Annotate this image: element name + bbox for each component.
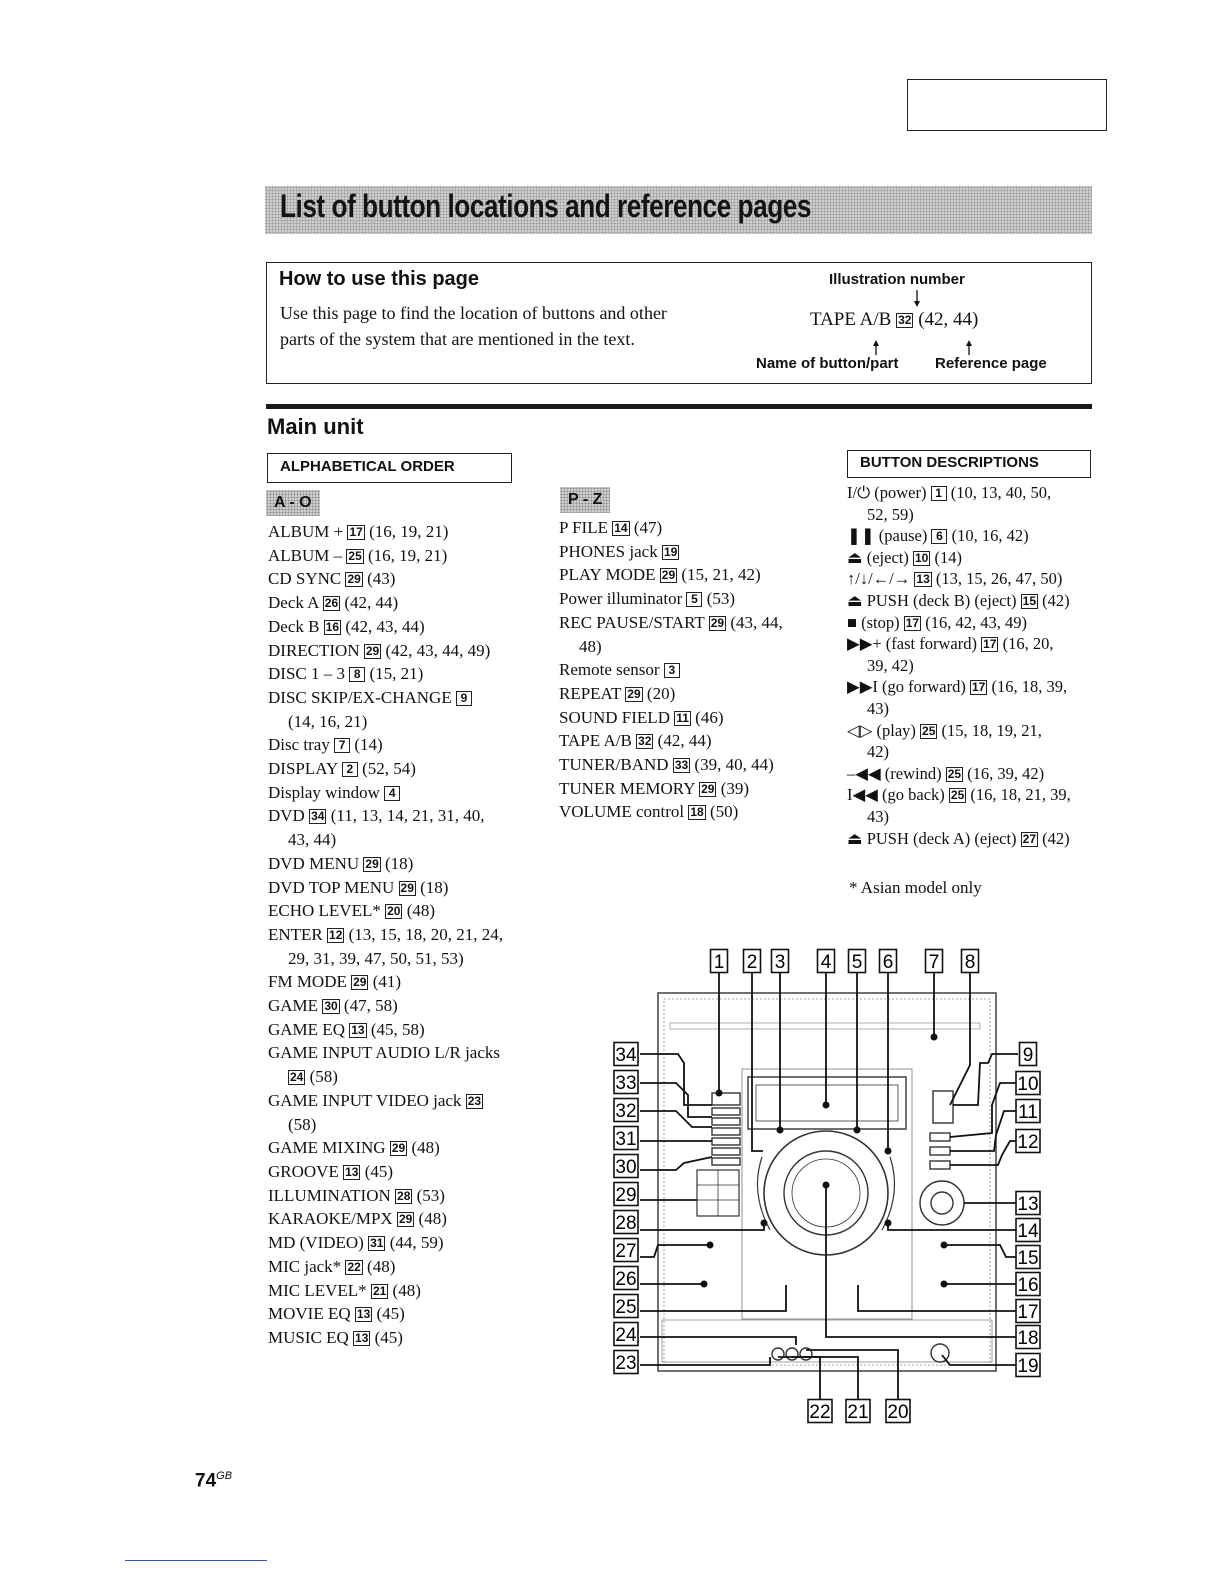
list-item [847, 547, 1097, 569]
item-pages: (14) [934, 547, 962, 567]
alphabetical-list-p-z [559, 516, 829, 824]
callout-number: 33 [615, 1073, 637, 1094]
item-number-box: 25 [348, 548, 362, 563]
list-item [268, 804, 538, 828]
callout-number: 13 [1017, 1194, 1039, 1215]
example-entry: TAPE A/B 32 (42, 44) [810, 309, 979, 330]
item-pages: (16, 42, 43, 49) [925, 612, 1027, 632]
item-pages: 29, 31, 39, 47, 50, 51, 53) [288, 948, 464, 968]
item-number-box: 20 [387, 904, 401, 919]
item-name: REC PAUSE/START [559, 612, 705, 632]
callout-number: 7 [928, 952, 940, 973]
illustration-number-label: Illustration number [829, 271, 965, 288]
diagram-right-numbers [1016, 1043, 1040, 1378]
list-item [268, 567, 538, 591]
item-number-box: 13 [916, 572, 930, 587]
item-number-box: 27 [1022, 831, 1037, 846]
callout-number: 12 [1017, 1132, 1039, 1153]
item-number-box: 29 [400, 880, 414, 895]
callout-number: 21 [847, 1402, 869, 1423]
item-number-box: 3 [664, 663, 680, 678]
item-pages: (14, 16, 21) [288, 711, 368, 731]
list-item [559, 658, 829, 682]
list-item [268, 923, 538, 947]
diagram-top-numbers [711, 950, 979, 974]
item-name: TUNER MEMORY [559, 778, 695, 798]
item-pages: (18) [385, 853, 414, 873]
callout-number: 4 [820, 952, 832, 973]
list-item [268, 994, 538, 1018]
item-number-box: 17 [349, 525, 363, 539]
list-item [559, 729, 829, 753]
item-number-box: 29 [347, 572, 361, 587]
item-name: DISPLAY [268, 759, 338, 779]
list-item [847, 828, 1097, 850]
callout-number: 17 [1017, 1302, 1039, 1323]
item-number-box: 13 [351, 1022, 365, 1037]
callout-number: 34 [615, 1045, 637, 1066]
item-name: ⏏ PUSH (deck B) (eject) [847, 590, 1017, 610]
item-name: KARAOKE/MPX [268, 1209, 393, 1229]
list-item-continuation [847, 741, 1097, 763]
callout-number: 6 [882, 952, 894, 973]
callout-number: 25 [615, 1297, 637, 1318]
item-number-box: 25 [950, 788, 965, 803]
item-pages: (48) [406, 901, 436, 921]
item-number-box: 8 [349, 667, 365, 682]
item-pages: (15, 21) [369, 664, 424, 684]
item-pages: (39, 40, 44) [694, 755, 774, 775]
item-name: –◀◀ (rewind) [847, 763, 942, 783]
list-item [559, 706, 829, 730]
item-name: CD SYNC [268, 569, 342, 589]
item-number-box: 29 [391, 1141, 406, 1156]
item-name: GAME MIXING [268, 1138, 386, 1158]
list-item [847, 784, 1097, 806]
callout-number: 30 [615, 1157, 637, 1178]
item-pages: (13, 15, 26, 47, 50) [935, 569, 1063, 589]
list-item-continuation [847, 655, 1097, 677]
item-number-box: 29 [398, 1212, 413, 1227]
list-item [268, 1302, 538, 1326]
item-pages: (58) [309, 1067, 338, 1087]
callout-number: 16 [1017, 1275, 1039, 1296]
item-pages: 52, 59) [867, 504, 914, 524]
list-item-continuation [268, 710, 538, 734]
item-name: MD (VIDEO) [268, 1233, 364, 1253]
list-item [847, 720, 1097, 742]
item-pages: (11, 13, 14, 21, 31, 40, [330, 806, 485, 826]
item-pages: (50) [709, 802, 739, 822]
item-name: GAME INPUT VIDEO jack [268, 1090, 462, 1110]
item-number-box: 15 [1022, 593, 1037, 608]
item-name: Display window [268, 782, 380, 802]
item-pages: (42) [1042, 828, 1070, 848]
item-pages: (10, 16, 42) [951, 526, 1029, 546]
item-number-box: 16 [325, 619, 340, 634]
item-pages: (16, 39, 42) [967, 763, 1045, 783]
item-number-box: 17 [983, 637, 997, 652]
item-name: DIRECTION [268, 640, 360, 660]
diagram-left-numbers [614, 1043, 638, 1375]
item-name: SOUND FIELD [559, 707, 670, 727]
item-name: ⏏ PUSH (deck A) (eject) [847, 828, 1017, 848]
list-item [847, 676, 1097, 698]
list-item [268, 876, 538, 900]
item-number-box: 7 [334, 738, 350, 753]
item-number-box: 13 [345, 1164, 359, 1179]
item-pages: (41) [372, 972, 402, 992]
item-name: Power illuminator [559, 589, 683, 609]
item-number-box: 31 [370, 1236, 384, 1251]
item-pages: (48) [367, 1256, 396, 1276]
item-name: ILLUMINATION [268, 1185, 391, 1205]
list-item-continuation [847, 698, 1097, 720]
callout-number: 8 [964, 952, 976, 973]
callout-number: 1 [713, 952, 725, 973]
item-number-box: 28 [397, 1188, 411, 1203]
button-descriptions-list [847, 482, 1097, 849]
item-number-box: 17 [971, 680, 986, 695]
list-item [559, 563, 829, 587]
callout-number: 3 [774, 952, 786, 973]
diagram-leader-dots [701, 1034, 948, 1288]
list-item [559, 753, 829, 777]
item-number-box: 32 [638, 734, 652, 749]
item-number-box: 17 [905, 615, 920, 630]
item-pages: (53) [416, 1185, 445, 1205]
list-item [268, 899, 538, 923]
item-name: DISC SKIP/EX-CHANGE [268, 687, 452, 707]
main-unit-illustration [600, 945, 1050, 1425]
footnote: * Asian model only [849, 878, 982, 897]
item-pages: 42) [867, 742, 889, 762]
list-item [268, 1041, 538, 1065]
item-name: ↑/↓/←/→ [847, 569, 911, 589]
item-name: ▶▶+ (fast forward) [847, 634, 977, 654]
page-tab-box [907, 79, 1107, 131]
item-name: MOVIE EQ [268, 1304, 351, 1324]
item-name: MIC LEVEL* [268, 1280, 367, 1300]
item-number-box: 5 [686, 592, 702, 607]
item-name: PHONES jack [559, 541, 658, 561]
list-item [559, 540, 829, 564]
item-number-box: 13 [356, 1307, 371, 1322]
item-name: Deck B [268, 616, 320, 636]
item-number-box: 21 [372, 1283, 387, 1298]
item-pages: (46) [695, 707, 724, 727]
section-rule [266, 404, 1092, 409]
list-item-continuation [268, 828, 538, 852]
item-pages: 43, 44) [288, 830, 337, 850]
callout-number: 15 [1017, 1248, 1039, 1269]
item-pages: (14) [354, 735, 383, 755]
callout-number: 18 [1017, 1328, 1039, 1349]
item-number-box: 13 [355, 1330, 369, 1345]
howto-heading: How to use this page [279, 268, 480, 290]
item-name: FM MODE [268, 972, 347, 992]
item-name: Remote sensor [559, 660, 660, 680]
item-name: GROOVE [268, 1161, 339, 1181]
list-item-continuation [268, 947, 538, 971]
callout-number: 22 [809, 1402, 831, 1423]
item-number-box: 29 [365, 643, 380, 658]
item-name: GAME INPUT AUDIO L/R jacks [268, 1043, 501, 1063]
item-pages: 39, 42) [867, 655, 914, 675]
item-name: ■ (stop) [847, 612, 900, 632]
item-pages: (47) [633, 518, 663, 537]
item-pages: (45) [376, 1304, 405, 1324]
list-item-continuation [268, 1113, 538, 1137]
item-number-box: 25 [922, 723, 936, 738]
page-title: List of button locations and reference pages [280, 188, 811, 224]
item-pages: (39) [720, 778, 750, 798]
callout-number: 10 [1017, 1074, 1039, 1095]
item-number-box: 4 [384, 786, 400, 801]
list-item [268, 520, 538, 544]
item-pages: (16, 18, 39, [991, 677, 1068, 697]
item-pages: (16, 19, 21) [369, 522, 449, 541]
item-number-box: 33 [674, 758, 689, 773]
item-name: ❚❚ (pause) [847, 526, 928, 546]
list-item-continuation [847, 504, 1097, 526]
list-item [268, 970, 538, 994]
item-pages: (13, 15, 18, 20, 21, 24, [348, 924, 504, 944]
item-number-box: 1 [931, 486, 947, 501]
callout-number: 14 [1017, 1221, 1039, 1242]
list-item [268, 733, 538, 757]
item-number-box: 29 [661, 568, 676, 583]
item-name: PLAY MODE [559, 565, 656, 585]
item-pages: (16, 20, [1002, 634, 1054, 654]
list-item [559, 611, 829, 635]
item-number-box: 9 [456, 691, 472, 706]
item-number-box: 22 [347, 1259, 361, 1274]
list-item [559, 777, 829, 801]
item-pages: (10, 13, 40, 50, [950, 483, 1052, 502]
list-item-continuation [847, 806, 1097, 828]
callout-number: 32 [615, 1101, 637, 1122]
item-number-box: 12 [329, 927, 343, 942]
item-pages: (15, 18, 19, 21, [941, 720, 1042, 740]
item-name: ⏏ (eject) [847, 547, 909, 567]
item-number-box: 29 [365, 856, 379, 871]
list-item [268, 757, 538, 781]
item-pages: (42, 43, 44, 49) [385, 640, 491, 660]
item-number-box: 29 [710, 615, 725, 630]
list-item [268, 639, 538, 663]
item-name: TAPE A/B [559, 731, 632, 751]
callout-number: 23 [615, 1353, 637, 1374]
list-item [268, 686, 538, 710]
list-item [268, 1326, 538, 1350]
item-pages: 43) [867, 806, 889, 826]
callout-number: 11 [1018, 1102, 1038, 1123]
item-pages: (20) [646, 683, 676, 703]
callout-number: 24 [615, 1325, 637, 1346]
item-number-box: 24 [290, 1070, 304, 1085]
item-pages: (42) [1042, 590, 1070, 610]
footer-line [125, 1560, 267, 1561]
list-item [559, 800, 829, 824]
list-item-continuation [559, 635, 829, 659]
item-name: GAME EQ [268, 1019, 345, 1039]
item-name: MUSIC EQ [268, 1327, 349, 1347]
item-number-box: 6 [931, 529, 947, 544]
item-name: DVD [268, 806, 305, 826]
diagram-bottom-numbers [808, 1400, 910, 1424]
item-number-box: 14 [614, 521, 628, 535]
list-item [268, 1231, 538, 1255]
section-heading: Main unit [267, 414, 364, 439]
item-pages: (47, 58) [343, 996, 398, 1016]
item-pages: (43, 44, [730, 612, 783, 632]
item-name: MIC jack* [268, 1256, 342, 1276]
item-name: ENTER [268, 924, 323, 944]
item-number-box: 34 [311, 809, 325, 824]
page-number: $74^{GB}$ [195, 1470, 233, 1492]
item-name: ECHO LEVEL* [268, 901, 381, 921]
item-pages: (48) [411, 1138, 440, 1158]
item-name: Disc tray [268, 735, 330, 755]
list-item [847, 633, 1097, 655]
list-item [847, 568, 1097, 590]
list-item [268, 662, 538, 686]
item-number-box: 29 [701, 781, 715, 796]
item-name: ◁▷ (play) [847, 720, 916, 740]
button-descriptions-header: BUTTON DESCRIPTIONS [847, 450, 1091, 478]
list-item [559, 682, 829, 706]
list-item [847, 482, 1097, 504]
list-item [268, 615, 538, 639]
list-item [268, 1184, 538, 1208]
item-pages: (45) [364, 1161, 394, 1181]
item-pages: (43) [367, 569, 396, 589]
item-name: TUNER/BAND [559, 755, 669, 775]
item-number-box: 19 [663, 544, 678, 559]
item-name: P FILE [559, 518, 608, 537]
item-number-box: 29 [627, 686, 641, 701]
list-item [847, 612, 1097, 634]
item-number-box: 30 [324, 999, 338, 1014]
list-item [268, 1018, 538, 1042]
item-number-box: 2 [342, 762, 358, 777]
item-number-box: 18 [690, 805, 704, 820]
item-pages: (45, 58) [370, 1019, 425, 1039]
item-number-box: 26 [324, 596, 339, 611]
item-name: GAME [268, 996, 319, 1016]
alphabetical-order-header: ALPHABETICAL ORDER [267, 453, 512, 483]
list-item [559, 587, 829, 611]
item-name: ALBUM + [268, 522, 344, 541]
item-pages: (15, 21, 42) [681, 565, 761, 585]
list-item [268, 852, 538, 876]
item-pages: (48) [418, 1209, 447, 1229]
callout-number: 9 [1022, 1045, 1034, 1066]
callout-number: 19 [1017, 1356, 1039, 1377]
callout-number: 27 [615, 1241, 637, 1262]
item-name: ALBUM – [268, 545, 343, 565]
item-pages: (42, 44) [657, 731, 712, 751]
callout-number: 26 [615, 1269, 637, 1290]
item-pages: (52, 54) [362, 759, 416, 779]
list-item [268, 591, 538, 615]
list-item-continuation [268, 1065, 538, 1089]
item-pages: (45) [374, 1327, 403, 1347]
alphabetical-list-a-o [268, 520, 538, 1350]
item-name: DVD TOP MENU [268, 877, 395, 897]
callout-number: 28 [615, 1213, 637, 1234]
item-pages: (58) [288, 1114, 317, 1134]
item-name: DVD MENU [268, 853, 360, 873]
callout-number: 5 [851, 952, 863, 973]
item-pages: (18) [420, 877, 449, 897]
callout-number: 2 [746, 952, 758, 973]
reference-page-label: Reference page [935, 355, 1047, 372]
list-item [847, 590, 1097, 612]
item-pages: (53) [706, 589, 736, 609]
list-item [268, 1207, 538, 1231]
item-name: ▶▶I (go forward) [847, 677, 966, 697]
list-item [847, 763, 1097, 785]
list-item [268, 781, 538, 805]
item-number-box: 29 [353, 975, 367, 990]
item-pages: (44, 59) [389, 1233, 444, 1253]
item-pages: (42, 44) [344, 593, 399, 613]
list-item [847, 525, 1097, 547]
list-item [268, 1136, 538, 1160]
list-item [559, 516, 829, 540]
item-number-box: 23 [467, 1093, 482, 1108]
item-pages: 48) [579, 636, 602, 656]
list-item [268, 1089, 538, 1113]
callout-number: 31 [615, 1129, 637, 1150]
item-number-box: 10 [914, 550, 929, 565]
item-name: VOLUME control [559, 802, 685, 822]
item-pages: (16, 18, 21, 39, [970, 785, 1071, 805]
item-name: Deck A [268, 593, 319, 613]
item-pages: (42, 43, 44) [345, 616, 425, 636]
item-name: REPEAT [559, 683, 622, 703]
group-tag-p-z: P - Z [560, 487, 610, 513]
list-item [268, 544, 538, 568]
list-item [268, 1279, 538, 1303]
item-name: I/⏻ (power) [847, 483, 927, 502]
item-number-box: 11 [676, 710, 689, 725]
group-tag-a-o: A - O [266, 490, 320, 516]
callout-number: 20 [887, 1402, 909, 1423]
item-name: I◀◀ (go back) [847, 785, 945, 805]
item-number-box: 25 [947, 766, 962, 781]
name-of-button-label: Name of button/part [756, 355, 899, 372]
item-name: DISC 1 – 3 [268, 664, 345, 684]
list-item [268, 1160, 538, 1184]
item-pages: (16, 19, 21) [368, 545, 448, 565]
howto-text-line1: Use this page to find the location of buttons and other [280, 303, 667, 323]
item-pages: 43) [867, 698, 889, 718]
callout-number: 29 [615, 1185, 637, 1206]
howto-text-line2: parts of the system that are mentioned in the text. [280, 329, 635, 349]
item-pages: (48) [392, 1280, 421, 1300]
list-item [268, 1255, 538, 1279]
